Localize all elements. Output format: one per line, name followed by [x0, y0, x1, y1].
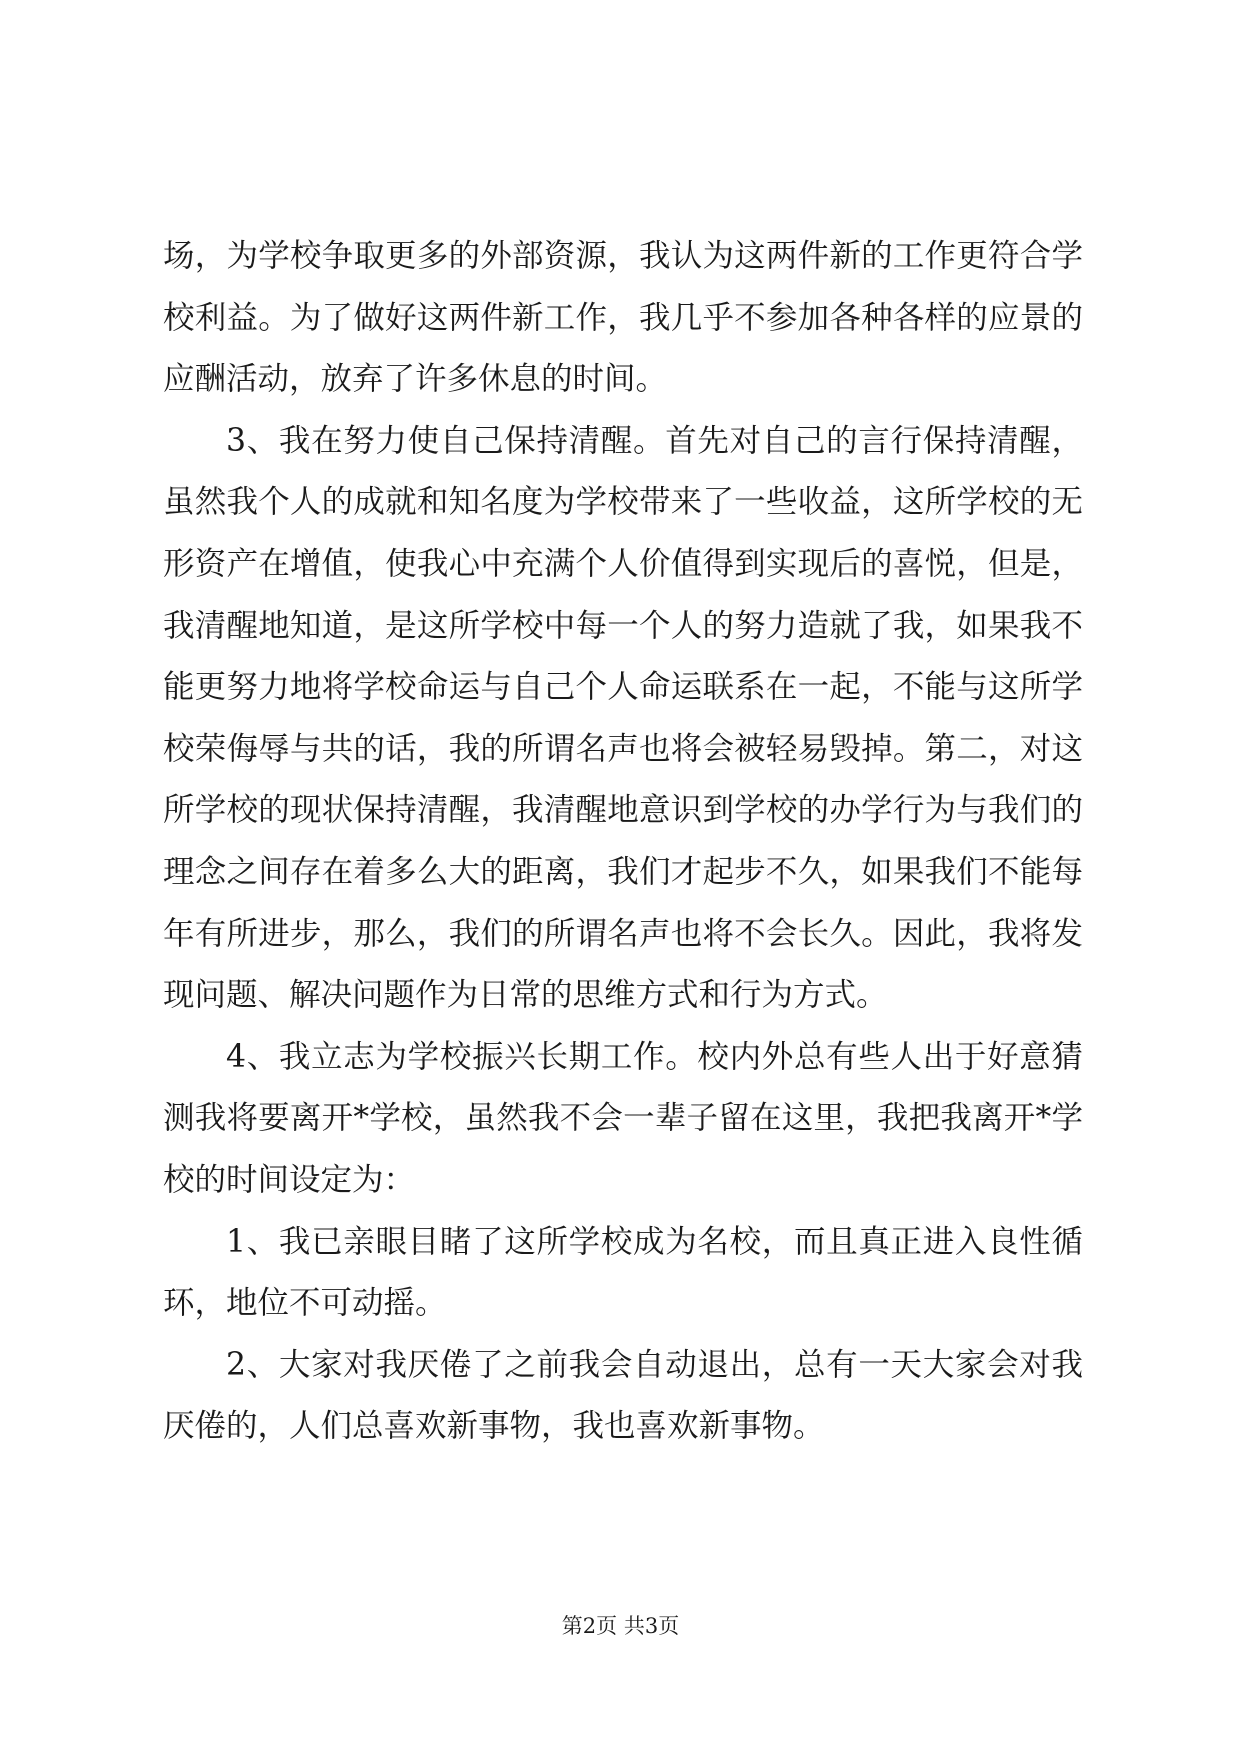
paragraph-continuation: 场，为学校争取更多的外部资源，我认为这两件新的工作更符合学校利益。为了做好这两件新工作，我几乎不参加各种各样的应景的应酬活动，放弃了许多休息的时间。 — [163, 238, 1083, 398]
paragraph-3: 3、我在努力使自己保持清醒。首先对自己的言行保持清醒，虽然我个人的成就和知名度为学校带来了一些收益，这所学校的无形资产在增值，使我心中充满个人价值得到实现后的喜悦，但是，我清醒地知道，是这所学校中每一个人的努力造就了我，如果我不能更努力地将学校命运与自己个人命运联系在一起，不能与这所学校荣侮辱与共的话，我的所谓名声也将会被轻易毁掉。第二，对这所学校的现状保持清醒，我清醒地意识到学校的办学行为与我们的理念之间存在着多么大的距离，我们才起步不久，如果我们不能每年有所进步，那么，我们的所谓名声也将不会长久。因此，我将发现问题、解决问题作为日常的思维方式和行为方式。 — [163, 422, 1083, 1014]
list-item-2: 2、大家对我厌倦了之前我会自动退出，总有一天大家会对我厌倦的，人们总喜欢新事物，我也喜欢新事物。 — [163, 1346, 1083, 1445]
page-footer: 第2页 共3页 — [561, 1614, 680, 1638]
body-text — [163, 226, 1083, 1458]
paragraph-4: 4、我立志为学校振兴长期工作。校内外总有些人出于好意猜测我将要离开*学校，虽然我不会一辈子留在这里，我把我离开*学校的时间设定为： — [163, 1038, 1083, 1198]
list-item-1: 1、我已亲眼目睹了这所学校成为名校，而且真正进入良性循环，地位不可动摇。 — [163, 1223, 1083, 1322]
